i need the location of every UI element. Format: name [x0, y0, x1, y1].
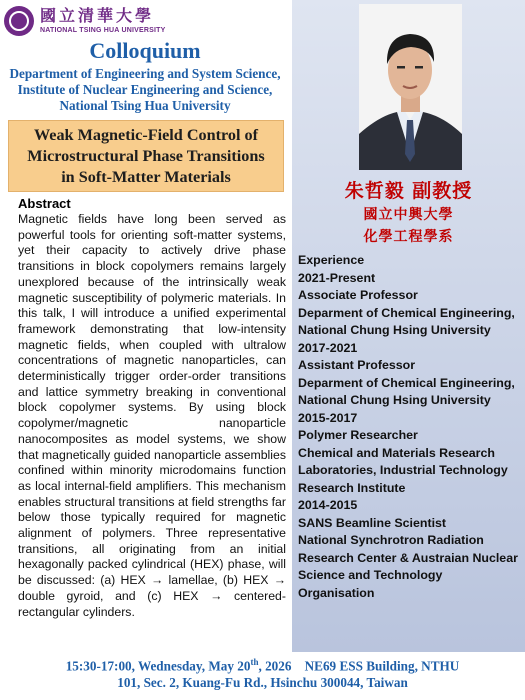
experience-heading: Experience [298, 253, 365, 267]
abstract-text: Magnetic fields have long been served as powerful tools for orienting soft-matter systems, yet their capacity to actively drive phase transitions in block copolymers remains largely unexplored because of the intrinsically weak magnetic susceptibility of polymeric materials. In this talk, I will introduce a unified experimental framework demonstrating that low-intensity magnetic fields, when coupled with ultralow concentrations of magnetic nanoparticles, can deterministically trigger order-order transitions and lattice symmetry breaking in conventional block copolymer systems. By using block copolymer/magnetic nanoparticle nanocomposites as model systems, we show that magnetically guided nanoparticle assemblies confined within minority microdomains function as local internal-field amplifiers. This mechanism enables structural transitions at field strengths far below those typically required for magnetic alignment of polymers. Three representative transitions, all originating from an initial hexagonally packed cylindrical (HEX) phase, will be discussed: (a) HEX → lamellae, (b) HEX → double gyroid, and (c) HEX → centered-rectangular cylinders. [18, 212, 286, 619]
speaker-photo [359, 4, 462, 170]
experience-line: 2021-Present [298, 270, 376, 285]
experience-line: Laboratories, Industrial Technology [298, 463, 508, 477]
host-line: National Tsing Hua University [59, 98, 231, 113]
experience-line: Associate Professor [298, 288, 418, 302]
speaker-university: 國立中興大學 [363, 207, 454, 223]
university-logo [4, 4, 214, 38]
speaker-experience [298, 252, 523, 602]
event-time-venue [0, 654, 525, 674]
experience-line: 2017-2021 [298, 340, 358, 355]
experience-line: Science and Technology [298, 568, 443, 582]
host-line: Institute of Nuclear Engineering and Science, [17, 82, 273, 97]
experience-line: National Chung Hsing University [298, 323, 491, 337]
experience-line: Deparment of Chemical Engineering, [298, 305, 515, 320]
host-department [0, 66, 290, 114]
experience-line: National Synchrotron Radiation [298, 533, 484, 547]
speaker-department: 化學工程學系 [363, 229, 454, 245]
university-seal-icon [4, 6, 34, 36]
experience-line: Chemical and Materials Research [298, 445, 495, 460]
host-line: Department of Engineering and System Science, [9, 66, 281, 81]
date-ordinal: th [250, 657, 259, 667]
speaker-name: 朱哲毅 副教授 [344, 180, 473, 202]
experience-line: Assistant Professor [298, 358, 416, 372]
experience-line: SANS Beamline Scientist [298, 515, 447, 530]
experience-line: Polymer Researcher [298, 428, 418, 442]
event-type-heading: Colloquium [89, 38, 201, 63]
experience-line: 2015-2017 [298, 410, 358, 425]
event-footer [0, 654, 525, 691]
logo-chinese-name: 國立清華大學 [40, 6, 155, 25]
experience-line: Research Institute [298, 480, 406, 495]
event-address: 101, Sec. 2, Kuang-Fu Rd., Hsinchu 300044, Taiwan [117, 675, 408, 691]
experience-line: 2014-2015 [298, 498, 358, 512]
talk-title: Weak Magnetic-Field Control of Microstructural Phase Transitions in Soft-Matter Materials [27, 125, 265, 186]
experience-line: Research Center & Austraian Nuclear [298, 550, 518, 565]
logo-english-name: NATIONAL TSING HUA UNIVERSITY [40, 27, 166, 34]
event-venue: NE69 ESS Building, NTHU [304, 658, 460, 674]
experience-line: Organisation [298, 585, 375, 600]
event-year: , 2026 [258, 658, 292, 674]
talk-title-box [8, 120, 284, 192]
experience-line: Deparment of Chemical Engineering, [298, 375, 515, 390]
abstract-heading: Abstract [18, 196, 71, 211]
event-time: 15:30-17:00, Wednesday, May 20 [65, 658, 251, 674]
experience-line: National Chung Hsing University [298, 393, 491, 407]
